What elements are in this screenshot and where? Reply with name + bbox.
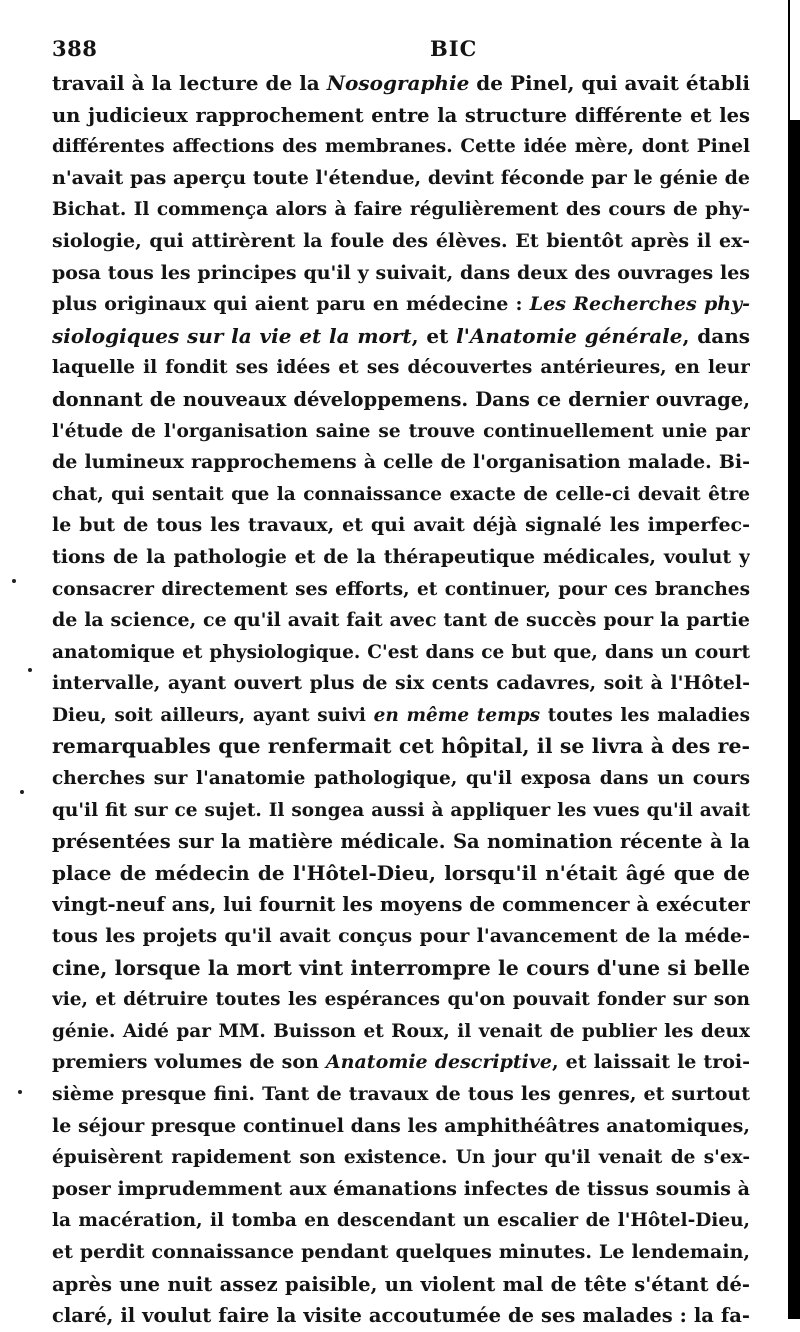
text-line: consacrer directement ses efforts, et continuer, pour ces branches xyxy=(52,578,750,600)
margin-speck xyxy=(20,790,24,794)
italic-phrase: Les Recherches phy- xyxy=(529,293,750,316)
text-line: cine, lorsque la mort vint interrompre le cours d'une si belle xyxy=(52,955,750,980)
margin-speck xyxy=(18,1090,22,1094)
text-line: de la science, ce qu'il avait fait avec tant de succès pour la partie xyxy=(52,609,750,632)
text-line: travail à la lecture de la Nosographie de Pinel, qui avait établi xyxy=(52,71,750,95)
page-header xyxy=(52,36,762,66)
text-line: laquelle il fondit ses idées et ses découvertes antérieures, en leur xyxy=(52,357,750,379)
text-line: chat, qui sentait que la connaissance exacte de celle-ci devait être xyxy=(52,483,750,505)
italic-phrase: en même temps xyxy=(373,704,541,726)
text-line: présentées sur la matière médicale. Sa nomination récente à la xyxy=(52,830,750,854)
text-line: place de médecin de l'Hôtel-Dieu, lorsqu'il n'était âgé que de xyxy=(52,860,750,885)
text-line: sième presque fini. Tant de travaux de tous les genres, et surtout xyxy=(52,1083,750,1105)
text-line: anatomique et physiologique. C'est dans ce but que, dans un court xyxy=(52,641,750,663)
text-line: Bichat. Il commença alors à faire régulièrement des cours de phy- xyxy=(52,199,750,221)
text-line: le but de tous les travaux, et qui avait déjà signalé les imperfec- xyxy=(52,514,750,537)
text-line: et perdit connaissance pendant quelques minutes. Le lendemain, xyxy=(52,1240,750,1263)
text-line: remarquables que renfermait cet hôpital, il se livra à des re- xyxy=(52,734,750,759)
text-line: vie, et détruire toutes les espérances qu'on pouvait fonder sur son xyxy=(52,989,750,1011)
text-line: premiers volumes de son Anatomie descriptive, et laissait le troi- xyxy=(52,1051,750,1074)
text-line: après une nuit assez paisible, un violent mal de tête s'étant dé- xyxy=(52,1272,750,1296)
italic-phrase: Anatomie descriptive xyxy=(325,1051,552,1074)
body-text xyxy=(52,68,750,1332)
italic-phrase: Nosographie xyxy=(326,71,470,95)
text-line: tions de la pathologie et de la thérapeutique médicales, voulut y xyxy=(52,545,750,568)
text-line: posa tous les principes qu'il y suivait, dans deux des ouvrages les xyxy=(52,261,750,284)
margin-speck xyxy=(12,579,16,583)
text-line: n'avait pas aperçu toute l'étendue, devint féconde par le génie de xyxy=(52,166,750,189)
text-line: siologiques sur la vie et la mort, et l'Anatomie générale, dans xyxy=(52,323,750,348)
text-line: la macération, il tomba en descendant un escalier de l'Hôtel-Dieu, xyxy=(52,1210,750,1232)
text-line: un judicieux rapprochement entre la structure différente et les xyxy=(52,103,750,127)
text-line: le séjour presque continuel dans les amphithéâtres anatomiques, xyxy=(52,1114,750,1137)
text-line: plus originaux qui aient paru en médecine : Les Recherches phy- xyxy=(52,293,750,316)
italic-phrase: siologiques sur la vie et la mort xyxy=(52,323,412,348)
text-line: de lumineux rapprochemens à celle de l'organisation malade. Bi- xyxy=(52,451,750,474)
text-line: l'étude de l'organisation saine se trouve continuellement unie par xyxy=(52,420,750,442)
text-line: Dieu, soit ailleurs, ayant suivi en même temps toutes les maladies xyxy=(52,704,750,726)
italic-phrase: l'Anatomie générale xyxy=(456,323,683,348)
text-line: claré, il voulut faire la visite accoutumée de ses malades : la fa- xyxy=(52,1304,750,1328)
page-number: 388 xyxy=(52,36,98,61)
text-line: poser imprudemment aux émanations infectes de tissus soumis à xyxy=(52,1177,750,1200)
text-line: tous les projets qu'il avait conçus pour l'avancement de la méde- xyxy=(52,925,750,948)
text-line: génie. Aidé par MM. Buisson et Roux, il venait de publier les deux xyxy=(52,1020,750,1042)
text-line: cherches sur l'anatomie pathologique, qu'il exposa dans un cours xyxy=(52,768,750,790)
text-line: différentes affections des membranes. Cette idée mère, dont Pinel xyxy=(52,136,750,158)
text-line: intervalle, ayant ouvert plus de six cents cadavres, soit à l'Hôtel- xyxy=(52,672,750,695)
text-line: vingt-neuf ans, lui fournit les moyens de commencer à exécuter xyxy=(52,893,750,917)
margin-speck xyxy=(28,668,32,672)
text-line: qu'il fit sur ce sujet. Il songea aussi à appliquer les vues qu'il avait xyxy=(52,799,750,821)
page-edge-highlight xyxy=(790,0,800,120)
page-edge-shadow xyxy=(788,0,800,1319)
text-line: épuisèrent rapidement son existence. Un jour qu'il venait de s'ex- xyxy=(52,1147,750,1169)
text-line: siologie, qui attirèrent la foule des élèves. Et bientôt après il ex- xyxy=(52,229,750,252)
text-line: donnant de nouveaux développemens. Dans ce dernier ouvrage, xyxy=(52,387,750,411)
running-head: BIC xyxy=(430,36,478,61)
